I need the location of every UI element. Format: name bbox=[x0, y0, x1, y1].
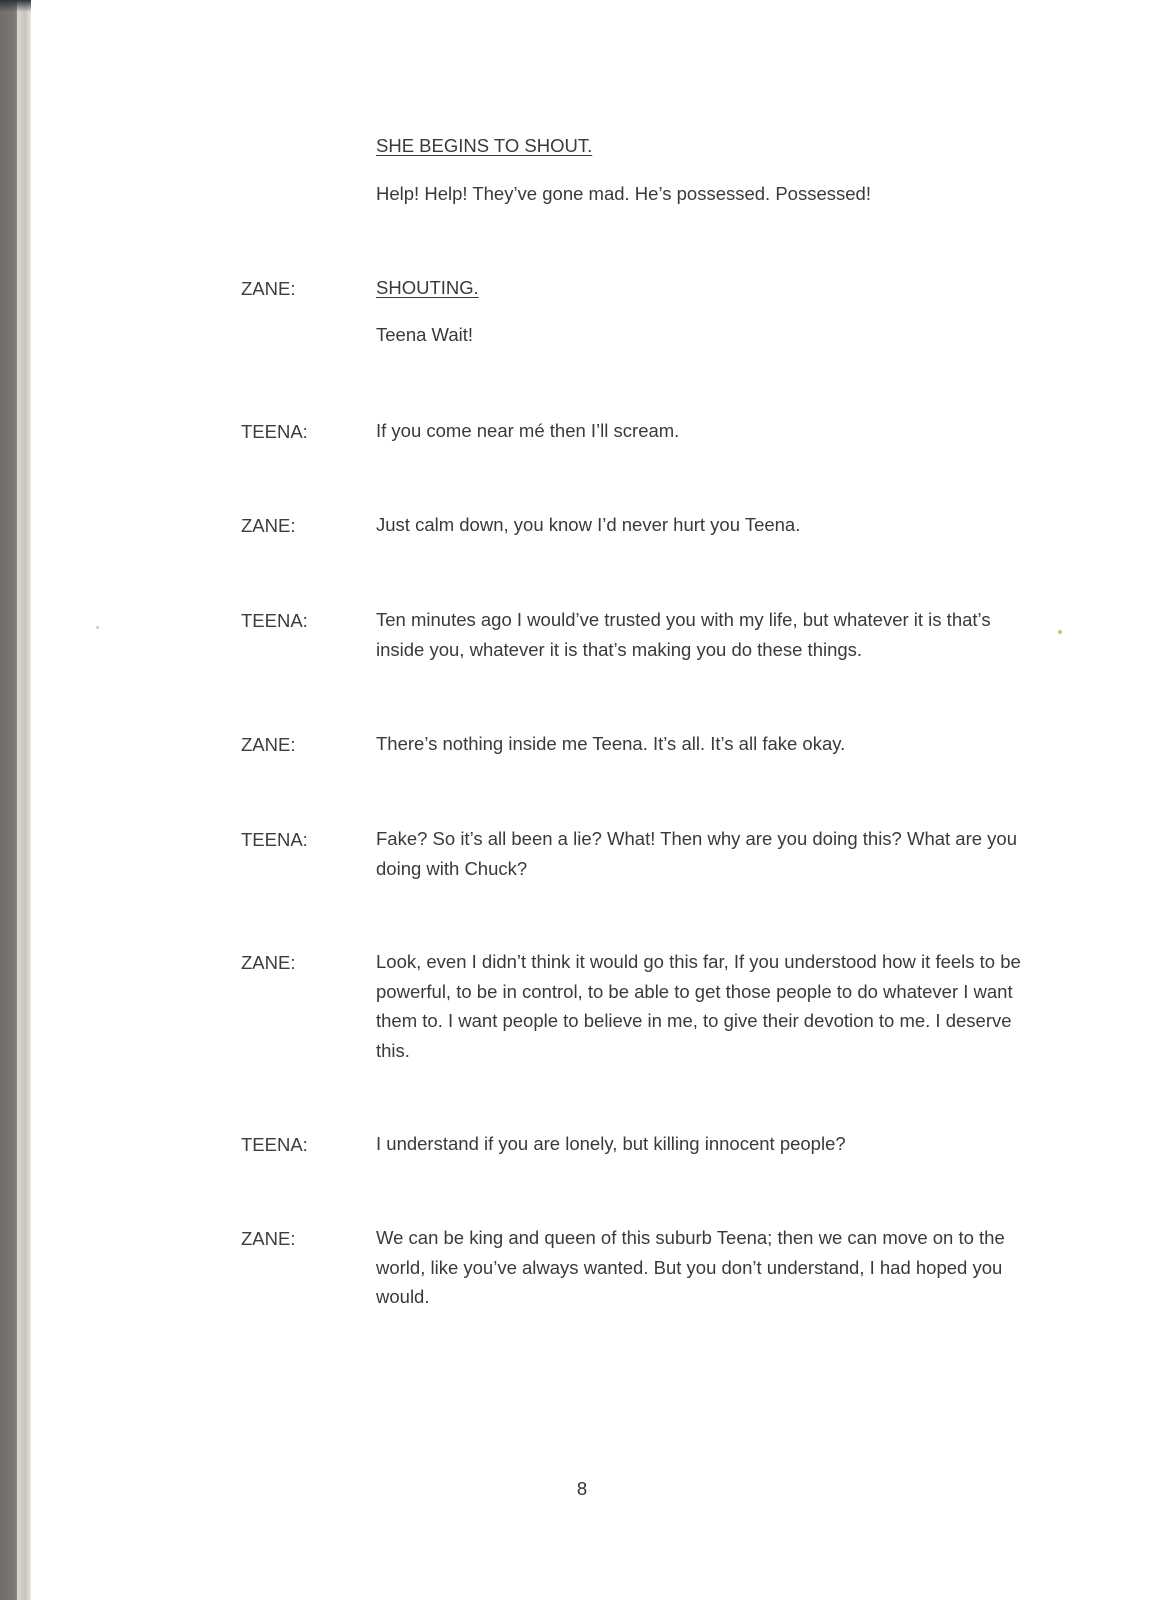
dialogue-line: Help! Help! They’ve gone mad. He’s possessed. Possessed! bbox=[376, 183, 871, 204]
script-page bbox=[31, 0, 1164, 1600]
dialogue-line: Look, even I didn’t think it would go this far, If you understood how it feels to be powerful, to be in control, to be able to get those people to do whatever I want them to. I want people to believe in me, to give their devotion to me. I deserve this. bbox=[376, 951, 1021, 1061]
dialogue-line: Fake? So it’s all been a lie? What! Then why are you doing this? What are you doing with Chuck? bbox=[376, 828, 1018, 879]
scan-speck bbox=[1058, 630, 1062, 634]
dialogue-line: If you come near mé then I’ll scream. bbox=[376, 420, 680, 441]
speaker-name: ZANE: bbox=[241, 515, 296, 536]
dialogue-line: Just calm down, you know I’d never hurt you Teena. bbox=[376, 514, 801, 535]
scan-corner bbox=[0, 0, 34, 12]
dialogue-line: I understand if you are lonely, but killing innocent people? bbox=[376, 1133, 846, 1154]
stage-direction: SHOUTING. bbox=[376, 277, 479, 298]
speaker-name: TEENA: bbox=[241, 829, 308, 850]
speaker-name: ZANE: bbox=[241, 734, 296, 755]
speaker-name: TEENA: bbox=[241, 1134, 308, 1155]
dialogue-line: Teena Wait! bbox=[376, 324, 473, 345]
speaker-name: ZANE: bbox=[241, 952, 296, 973]
speaker-name: TEENA: bbox=[241, 421, 308, 442]
scan-shadow-edge bbox=[0, 0, 17, 1600]
dialogue-line: Ten minutes ago I would’ve trusted you with my life, but whatever it is that’s inside you, whatever it is that’s making you do these things. bbox=[376, 609, 991, 660]
stage-direction: SHE BEGINS TO SHOUT. bbox=[376, 135, 593, 156]
paper-edge bbox=[17, 0, 31, 1600]
speaker-name: ZANE: bbox=[241, 278, 296, 299]
dialogue-line: We can be king and queen of this suburb Teena; then we can move on to the world, like you’ve always wanted. But you don’t understand, I had hoped you would. bbox=[376, 1227, 1005, 1307]
speaker-name: TEENA: bbox=[241, 610, 308, 631]
scan-speck bbox=[96, 626, 99, 629]
page-number: 8 bbox=[576, 1478, 588, 1499]
speaker-name: ZANE: bbox=[241, 1228, 296, 1249]
dialogue-line: There’s nothing inside me Teena. It’s all. It’s all fake okay. bbox=[376, 733, 846, 754]
